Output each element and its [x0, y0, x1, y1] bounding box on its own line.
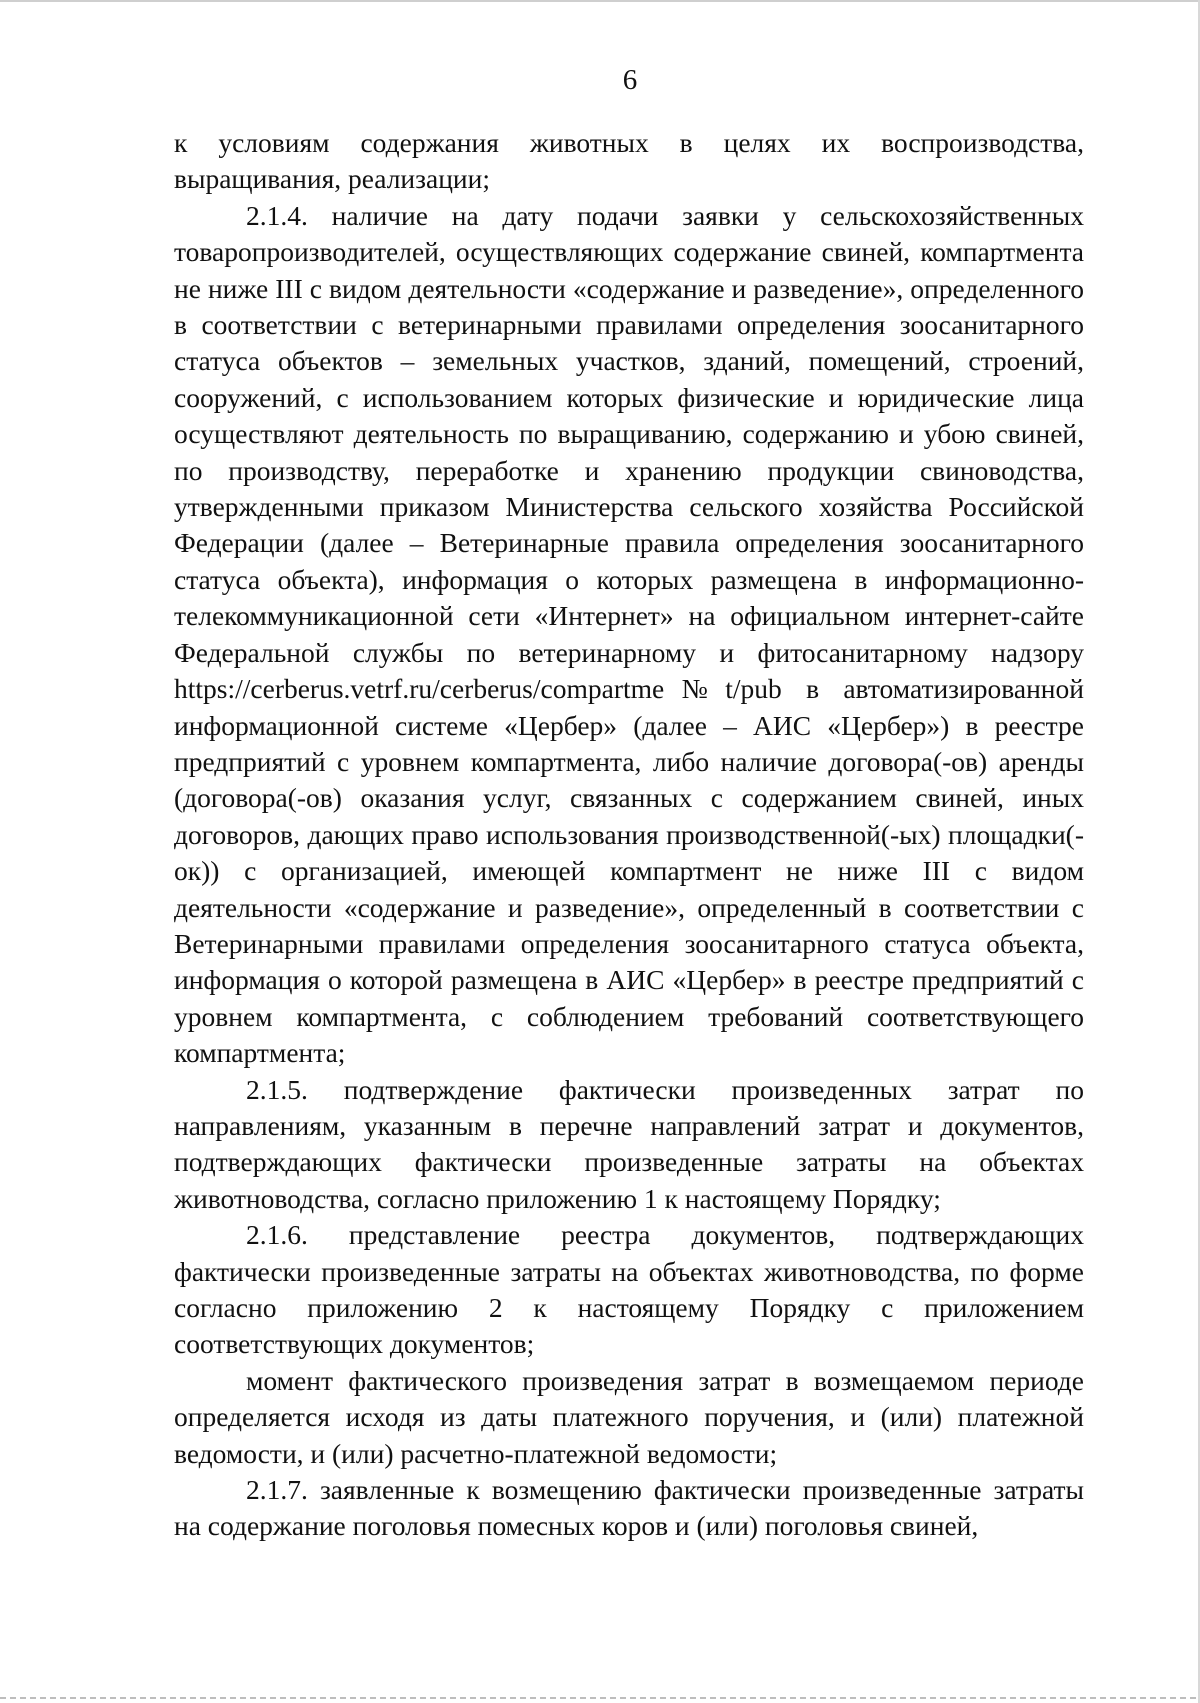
document-body [174, 125, 1084, 1545]
paragraph-2-1-6: 2.1.6. представление реестра документов, подтверждающих фактически произведенные затраты на объектах животноводства, по форме согласно приложению 2 к настоящему Порядку с приложением соответствующих документов; [174, 1219, 1084, 1360]
paragraph-moment: момент фактического произведения затрат в возмещаемом периоде определяется исходя из даты платежного поручения, и (или) платежной ведомости, и (или) расчетно-платежной ведомости; [174, 1364, 1084, 1469]
scan-edge-bottom [0, 1697, 1200, 1699]
paragraph-continuation: к условиям содержания животных в целях их воспроизводства, выращивания, реализации; [174, 127, 1084, 195]
paragraph-2-1-5: 2.1.5. подтверждение фактически произведенных затрат по направлениям, указанным в перечне направлений затрат и документов, подтверждающих фактически произведенные затраты на объектах животноводства, согласно приложению 1 к настоящему Порядку; [174, 1073, 1084, 1214]
page-number: 6 [622, 64, 638, 96]
paragraph-2-1-7: 2.1.7. заявленные к возмещению фактически произведенные затраты на содержание поголовья помесных коров и (или) поголовья свиней, [174, 1474, 1084, 1542]
scan-edge-top [0, 0, 1200, 2]
paragraph-2-1-4: 2.1.4. наличие на дату подачи заявки у сельскохозяйственных товаропроизводителей, осуществляющих содержание свиней, компартмента не ниже III с видом деятельности «содержание и разведение», определенного в соответствии с ветеринарными правилами определения зоосанитарного статуса объектов – земельных участков, зданий, помещений, строений, сооружений, с использованием которых физические и юридические лица осуществляют деятельность по выращиванию, содержанию и убою свиней, по производству, переработке и хранению продукции свиноводства, утвержденными приказом Министерства сельского хозяйства Российской Федерации (далее – Ветеринарные правила определения зоосанитарного статуса объекта), информация о которых размещена в информационно-телекоммуникационной сети «Интернет» на официальном интернет-сайте Федеральной службы по ветеринарному и фитосанитарному надзору https://cerberus.vetrf.ru/cerberus/compartme№t/pub в автоматизированной информационной системе «Цербер» (далее – АИС «Цербер») в реестре предприятий с уровнем компартмента, либо наличие договора(-ов) аренды (договора(-ов) оказания услуг, связанных с содержанием свиней, иных договоров, дающих право использования производственной(-ых) площадки(-ок)) с организацией, имеющей компартмент не ниже III с видом деятельности «содержание и разведение», определенный в соответствии с Ветеринарными правилами определения зоосанитарного статуса объекта, информация о которой размещена в АИС «Цербер» в реестре предприятий с уровнем компартмента, с соблюдением требований соответствующего компартмента; [174, 199, 1084, 1069]
